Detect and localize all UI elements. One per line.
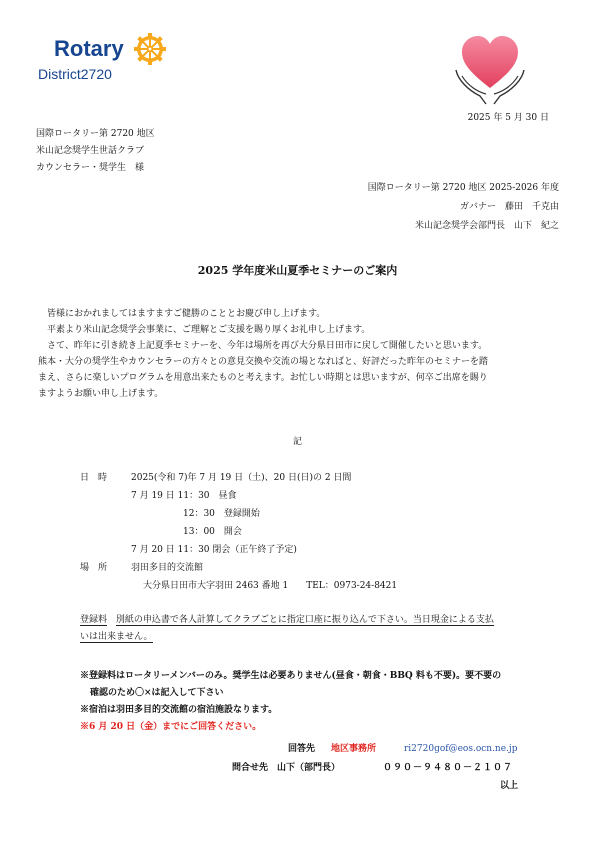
body-line: 平素より米山記念奨学会事業に、ご理解とご支援を賜り厚くお礼申し上げます。 [47,325,371,335]
datetime-main: 2025(令和 7)年 7 月 19 日（土)、20 日(日)の 2 日間 [131,473,352,483]
body-line: ますようお願い申し上げます。 [38,389,164,399]
rotary-logo [36,30,176,82]
fee-line: 別紙の申込書で各人計算してクラブごとに指定口座に振り込んで下さい。当日現金による支払 [115,615,494,625]
reply-office: 地区事務所 [331,744,377,754]
reply-label: 回答先 [288,744,316,754]
datetime-label: 日 時 [80,473,108,483]
schedule-item: 13：00 開会 [183,527,242,537]
addressee-line: カウンセラー・奨学生 様 [36,163,145,173]
deadline-note: ※6 月 20 日（金）までにご回答ください。 [80,722,262,732]
body-line: まえ、さらに楽しいプログラムを用意出来たものと考えます。お忙しい時期とは思いますが、何卒ご出席を賜り [38,373,488,383]
district-label: District2720 [38,66,112,82]
fee-block [80,612,494,646]
note-line: ※宿泊は羽田多目的交流館の宿泊施設なります。 [80,705,278,715]
sender-block [368,182,559,239]
reply-email[interactable]: ri2720gof@eos.ocn.ne.jp [404,744,518,754]
sender-line: 国際ロータリー第 2720 地区 2025-2026 年度 [367,183,559,193]
ki-heading: 記 [292,437,302,447]
addressee-block [36,128,155,179]
fee-line: いは出来ません。 [80,632,153,642]
contact-phone: ０９０－９４８０－２１０７ [383,763,514,773]
addressee-line: 国際ロータリー第 2720 地区 [36,129,155,139]
place-label: 場 所 [80,563,108,573]
note-line: 確認のため〇×は記入して下さい [90,688,224,698]
addressee-line: 米山記念奨学生世話クラブ [36,146,145,156]
body-line: さて、昨年に引き続き上記夏季セミナーを、今年は場所を再び大分県日田市に戻して開催したいと思います。 [47,341,488,351]
contact-label: 問合せ先 山下（部門長） [232,763,341,773]
body-line: 熊本・大分の奨学生やカウンセラーの方々との意見交換や交流の場となればと、好評だった昨年のセミナーを踏 [38,357,489,367]
schedule-item: 12：30 登録開始 [183,509,260,519]
sender-line: ガバナー 藤田 千克由 [459,202,559,212]
place-address: 大分県日田市大字羽田 2463 番地 1 TEL：0973-24-8421 [143,581,398,591]
sender-line: 米山記念奨学会部門長 山下 紀之 [414,221,559,231]
schedule-item: 7 月 20 日 11：30 閉会（正午終了予定) [131,545,297,555]
heart-in-hands-icon [450,30,530,110]
issue-date: 2025 年 5 月 30 日 [467,113,549,123]
document-title: 2025 学年度米山夏季セミナーのご案内 [197,264,398,277]
body-line: 皆様におかれましてはますますご健勝のこととお慶び申し上げます。 [47,309,326,319]
closing-text: 以上 [500,781,519,791]
notes-block [80,668,501,736]
note-line: ※登録料はロータリーメンバーのみ。奨学生は必要ありません(昼食・朝食・BBQ 料も不要)。要不要の [80,671,502,681]
place-name: 羽田多目的交流館 [131,563,204,573]
rotary-wheel-icon [133,32,167,66]
fee-label: 登録料 [80,615,108,625]
rotary-wordmark: Rotary [54,36,124,61]
body-text [38,306,488,402]
schedule-item: 7 月 19 日 11：30 昼食 [131,491,237,501]
